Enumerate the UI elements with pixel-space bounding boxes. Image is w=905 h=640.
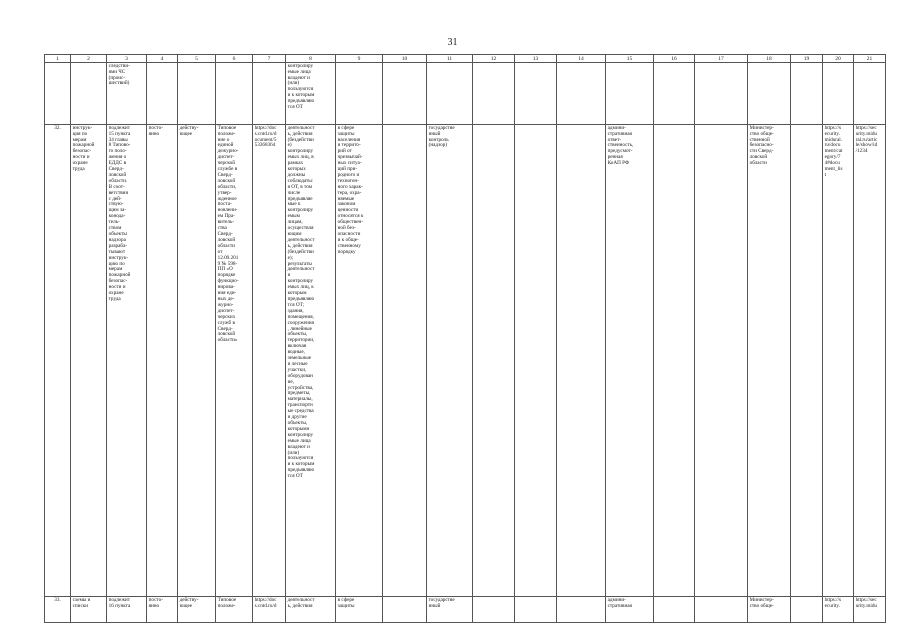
table-cell-col-19	[791, 63, 823, 125]
column-number-12: 12	[473, 55, 515, 63]
table-cell-col-2	[71, 63, 107, 125]
table-cell-col-11	[427, 63, 473, 125]
table-cell-col-1	[45, 63, 71, 125]
table-cell-col-13	[515, 125, 557, 597]
table-cell-col-6: Типовое положе- ние о единой дежурно- диспет- черской службе в Сверд- ловской области, утвер- жденное поста- новлени- ем Пра- витель- ства Сверд- ловской области от 12.09.201 9 № 598- ПП «О порядке функцио- нирова- ния еди- ных де- журно- диспет- черских служб в Сверд- ловской области»	[216, 125, 253, 597]
page-number: 31	[447, 37, 458, 48]
table-cell-col-21: https://sec urity.midu	[854, 597, 886, 623]
table-cell-col-8: контролиру емые лица владеют и (или) пользуются и к которым предъявляю тся ОТ	[286, 63, 336, 125]
table-cell-col-11: государстве нный контроль (надзор)	[427, 125, 473, 597]
table-cell-col-9	[336, 63, 383, 125]
table-cell-col-13	[515, 597, 557, 623]
table-cell-col-9: в сфере защиты	[336, 597, 383, 623]
table-cell-col-14	[557, 125, 606, 597]
table-cell-col-3: следстви- ями ЧС (проис- шествий)	[107, 63, 147, 125]
table-cell-col-3: подлежит 15 пункта 34 главы 8 Типово- го поло- жения о ЕДДС в Сверд- ловской области. В соот- ветствии с дей- ствую- щим за- конода- тель- ством объекты надзора разраба- тывают инструк- цию по мерам пожарной безопас- ности и охране труда	[107, 125, 147, 597]
table-cell-col-7: https://doc s.cntd.ru/d	[253, 597, 286, 623]
table-cell-col-7	[253, 63, 286, 125]
table-cell-col-10	[383, 597, 427, 623]
table-cell-col-1: 33.	[45, 597, 71, 623]
column-number-9: 9	[336, 55, 383, 63]
table-cell-col-10	[383, 63, 427, 125]
table-cell-col-17	[695, 597, 748, 623]
table-cell-col-18	[748, 63, 791, 125]
column-number-16: 16	[654, 55, 695, 63]
table-cell-col-8: деятельност ь, действия	[286, 597, 336, 623]
column-number-10: 10	[383, 55, 427, 63]
table-cell-col-12	[473, 597, 515, 623]
table-cell-col-2: инструк- ция по мерам пожарной безопас- ности и охране труда	[71, 125, 107, 597]
column-number-6: 6	[216, 55, 253, 63]
column-number-8: 8	[286, 55, 336, 63]
table-row	[45, 597, 886, 623]
table-cell-col-15: админи- стративная	[606, 597, 654, 623]
column-number-13: 13	[515, 55, 557, 63]
table-cell-col-20: https://s ecurity.	[823, 597, 854, 623]
table-cell-col-20: https://s ecurity. midural. ru/docu ment/cat egory/7 4#docu ment_lis t	[823, 125, 854, 597]
table-cell-col-6: Типовое положе-	[216, 597, 253, 623]
column-number-row	[45, 55, 886, 63]
table-cell-col-4: посто- янно	[147, 125, 178, 597]
column-number-17: 17	[695, 55, 748, 63]
table-cell-col-16	[654, 125, 695, 597]
table-cell-col-3: подлежит 16 пункта	[107, 597, 147, 623]
table-cell-col-17	[695, 125, 748, 597]
table-cell-col-1: 32.	[45, 125, 71, 597]
table-cell-col-19	[791, 597, 823, 623]
table-cell-col-21: https://sec urity.midu ral.ru/artic le/show/id /1234	[854, 125, 886, 597]
column-number-3: 3	[107, 55, 147, 63]
table-cell-col-14	[557, 597, 606, 623]
column-number-4: 4	[147, 55, 178, 63]
column-number-21: 21	[854, 55, 886, 63]
column-number-11: 11	[427, 55, 473, 63]
column-number-5: 5	[178, 55, 216, 63]
table-cell-col-19	[791, 125, 823, 597]
column-number-19: 19	[791, 55, 823, 63]
table-cell-col-5: действу- ющее	[178, 597, 216, 623]
table-cell-col-15: админи- стративная ответ- ственность, предусмот- ренная КоАП РФ	[606, 125, 654, 597]
table-cell-col-20	[823, 63, 854, 125]
table-cell-col-16	[654, 597, 695, 623]
table-cell-col-15	[606, 63, 654, 125]
table-cell-col-17	[695, 63, 748, 125]
table-cell-col-14	[557, 63, 606, 125]
table-cell-col-4	[147, 63, 178, 125]
table-cell-col-8: деятельност ь, действия (бездействи е) контролиру емых лиц, в рамках которых должны соблюдатьс я ОТ, в том числе предъявляе мые к контролиру емым лицам, осуществля ющим деятельност ь, действия (бездействи е); результаты деятельност и контролиру емых лиц, к которым предъявляю тся ОТ; здания, помещения, сооружения , линейные объекты, территории, включая водные, земельные и лесные участки, оборудован ие, устройства, предметы, материалы, транспортн ые средства и другие объекты, которыми контролиру емые лица владеют и (или) пользуются и к которым предъявляю тся ОТ	[286, 125, 336, 597]
table-row	[45, 125, 886, 597]
table-cell-col-21	[854, 63, 886, 125]
table-cell-col-16	[654, 63, 695, 125]
table-cell-col-5	[178, 63, 216, 125]
register-table	[44, 54, 886, 623]
column-number-20: 20	[823, 55, 854, 63]
table-cell-col-12	[473, 63, 515, 125]
column-number-1: 1	[45, 55, 71, 63]
column-number-15: 15	[606, 55, 654, 63]
column-number-2: 2	[71, 55, 107, 63]
table-cell-col-4: посто- янно	[147, 597, 178, 623]
table-cell-col-9: в сфере защиты населения и террито- рий от чрезвычай- ных ситуа- ций при- родного и техноген- ного харак- тера, охра- няемые законом ценности относятся к обществен- ной без- опасности и к обще- ственному порядку	[336, 125, 383, 597]
table-cell-col-10	[383, 125, 427, 597]
table-cell-col-5: действу- ющее	[178, 125, 216, 597]
table-cell-col-2: схемы и списки	[71, 597, 107, 623]
table-cell-col-6	[216, 63, 253, 125]
table-row	[45, 63, 886, 125]
table-cell-col-18: Министер- ство обще-	[748, 597, 791, 623]
table-cell-col-11: государстве нный	[427, 597, 473, 623]
table-cell-col-7: https://doc s.cntd.ru/d ocument/5 53368364	[253, 125, 286, 597]
column-number-14: 14	[557, 55, 606, 63]
column-number-7: 7	[253, 55, 286, 63]
table-cell-col-18: Министер- ство обще- ственной безопасно- сти Сверд- ловской области	[748, 125, 791, 597]
column-number-18: 18	[748, 55, 791, 63]
table-cell-col-13	[515, 63, 557, 125]
table-cell-col-12	[473, 125, 515, 597]
